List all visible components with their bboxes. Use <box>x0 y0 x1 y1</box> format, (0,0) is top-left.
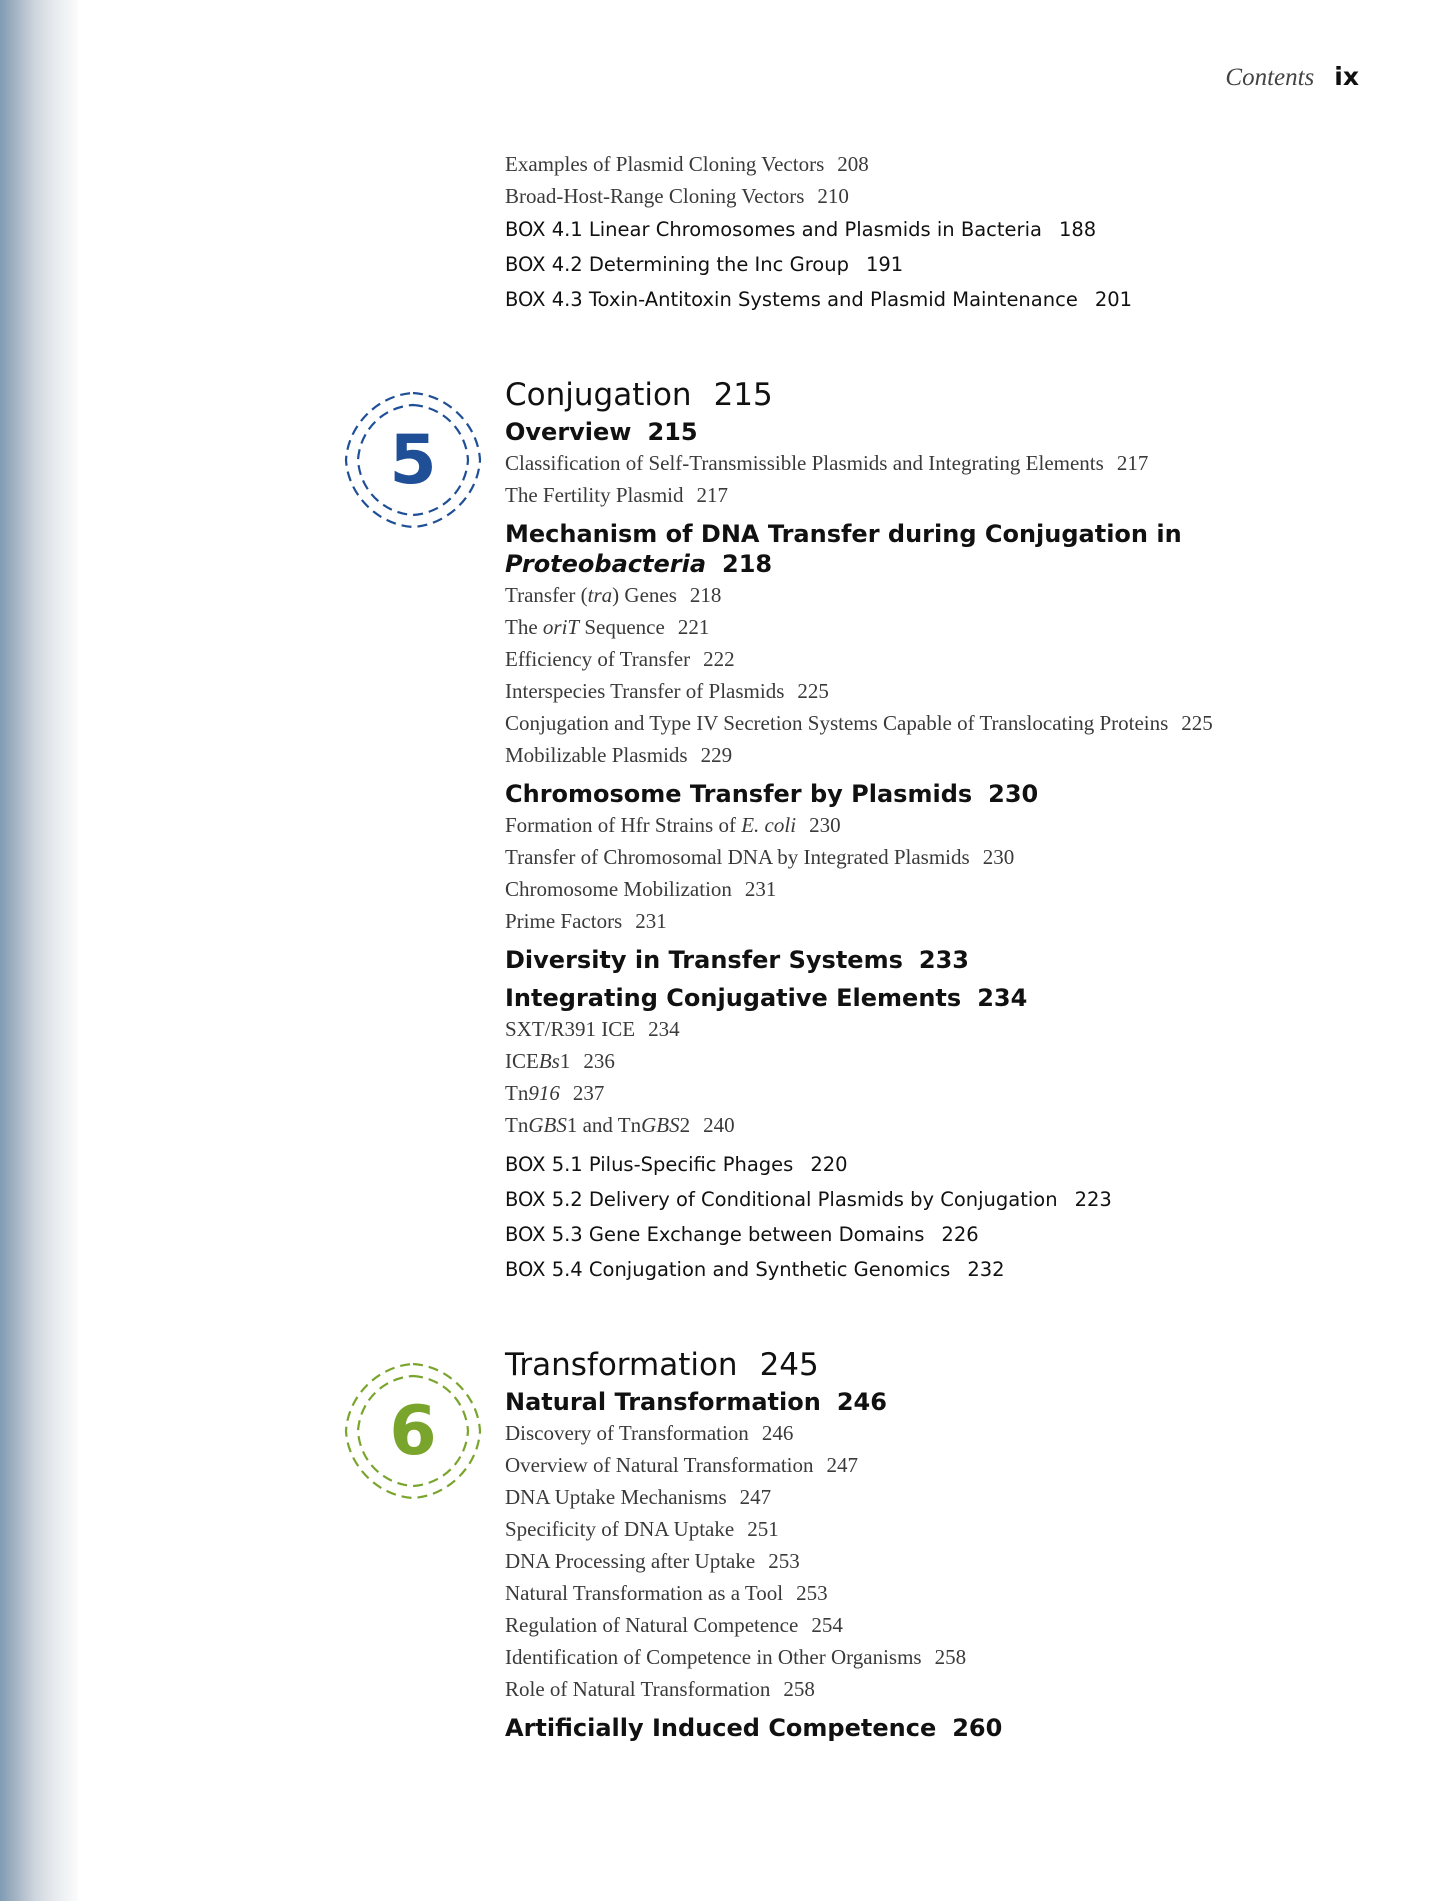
toc-entry: TnGBS1 and TnGBS2 240 <box>505 1113 735 1137</box>
toc-entry: DNA Uptake Mechanisms 247 <box>505 1485 772 1509</box>
toc-entry: Conjugation and Type IV Secretion Systems Capable of Translocating Proteins 225 <box>505 711 1213 735</box>
toc-entry: Overview of Natural Transformation 247 <box>505 1453 859 1477</box>
toc-entry: Transfer of Chromosomal DNA by Integrated Plasmids 230 <box>505 845 1015 869</box>
toc-entry: Regulation of Natural Competence 254 <box>505 1613 843 1637</box>
toc-entry: DNA Processing after Uptake 253 <box>505 1549 800 1573</box>
chapter-6-number: 6 <box>389 1391 437 1471</box>
toc-entry: Efficiency of Transfer 222 <box>505 647 735 671</box>
box-entry: BOX 5.1 Pilus-Specific Phages 220 <box>505 1153 848 1176</box>
box-entry: BOX 5.2 Delivery of Conditional Plasmids by Conjugation 223 <box>505 1188 1112 1211</box>
toc-entry: Transfer (tra) Genes 218 <box>505 583 722 607</box>
toc-content <box>505 148 1405 1743</box>
toc-entry: Tn916 237 <box>505 1081 605 1105</box>
toc-entry: The oriT Sequence 221 <box>505 615 710 639</box>
toc-entry: SXT/R391 ICE 234 <box>505 1017 680 1041</box>
toc-entry: Discovery of Transformation 246 <box>505 1421 794 1445</box>
chapter-5-badge <box>338 385 488 535</box>
chapter-title: Transformation 245 <box>505 1347 819 1383</box>
book-spine-shadow <box>0 0 78 1901</box>
page-number: ix <box>1334 62 1359 91</box>
toc-entry: Chromosome Mobilization 231 <box>505 877 777 901</box>
toc-entry: Natural Transformation as a Tool 253 <box>505 1581 828 1605</box>
section-heading: Integrating Conjugative Elements 234 <box>505 984 1028 1012</box>
box-entry: BOX 5.3 Gene Exchange between Domains 226 <box>505 1223 979 1246</box>
section-heading: Natural Transformation 246 <box>505 1388 887 1416</box>
section-heading: Mechanism of DNA Transfer during Conjugation in Proteobacteria 218 <box>505 520 1182 578</box>
toc-entry: Classification of Self-Transmissible Plasmids and Integrating Elements 217 <box>505 451 1149 475</box>
box-entry: BOX 4.2 Determining the Inc Group 191 <box>505 253 904 276</box>
chapter-6-badge <box>338 1356 488 1506</box>
toc-entry: ICEBs1 236 <box>505 1049 615 1073</box>
toc-entry: Formation of Hfr Strains of E. coli 230 <box>505 813 841 837</box>
toc-entry: Prime Factors 231 <box>505 909 667 933</box>
toc-entry: Interspecies Transfer of Plasmids 225 <box>505 679 829 703</box>
section-heading: Diversity in Transfer Systems 233 <box>505 946 969 974</box>
section-heading: Chromosome Transfer by Plasmids 230 <box>505 780 1039 808</box>
chapter-title: Conjugation 215 <box>505 377 773 413</box>
box-entry: BOX 5.4 Conjugation and Synthetic Genomics 232 <box>505 1258 1005 1281</box>
section-heading: Overview 215 <box>505 418 698 446</box>
toc-entry: The Fertility Plasmid 217 <box>505 483 728 507</box>
box-entry: BOX 4.1 Linear Chromosomes and Plasmids in Bacteria 188 <box>505 218 1097 241</box>
section-heading: Artificially Induced Competence 260 <box>505 1714 1003 1742</box>
box-entry: BOX 4.3 Toxin-Antitoxin Systems and Plasmid Maintenance 201 <box>505 288 1133 311</box>
toc-entry: Identification of Competence in Other Organisms 258 <box>505 1645 967 1669</box>
toc-entry: Specificity of DNA Uptake 251 <box>505 1517 779 1541</box>
chapter-5-number: 5 <box>389 420 437 500</box>
toc-entry: Examples of Plasmid Cloning Vectors 208 <box>505 152 869 176</box>
running-head-title: Contents <box>1225 64 1315 91</box>
toc-entry: Mobilizable Plasmids 229 <box>505 743 733 767</box>
running-head <box>1225 62 1359 92</box>
toc-entry: Broad-Host-Range Cloning Vectors 210 <box>505 184 849 208</box>
toc-entry: Role of Natural Transformation 258 <box>505 1677 815 1701</box>
